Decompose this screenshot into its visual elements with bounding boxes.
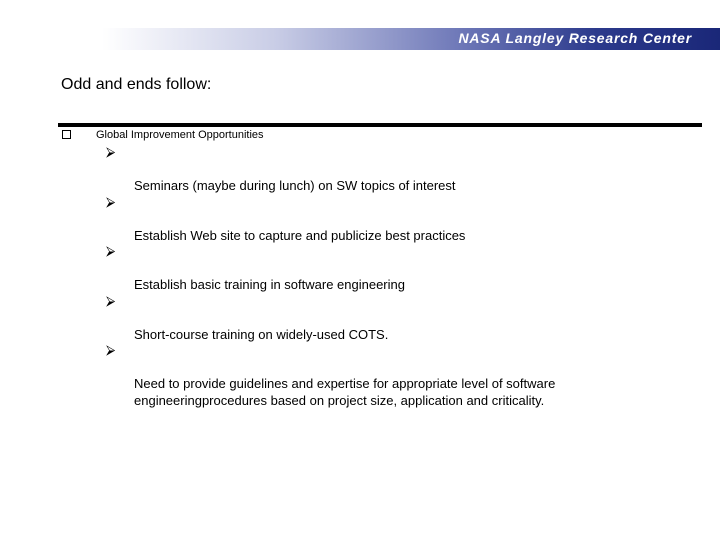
sub-bullet-text: Short-course training on widely-used COTS. xyxy=(134,326,389,342)
arrow-bullet-icon: ⮚ xyxy=(106,244,116,259)
sub-bullet-item xyxy=(106,195,686,245)
sub-bullet-text: Need to provide guidelines and expertise for appropriate level of software engineeringprocedures based on project size, application and criticality. xyxy=(134,376,556,408)
sub-bullet-list xyxy=(106,145,686,409)
sub-bullet-text: Establish Web site to capture and publicize best practices xyxy=(134,227,466,243)
sub-bullet-item xyxy=(106,244,686,294)
arrow-bullet-icon: ⮚ xyxy=(106,194,116,210)
arrow-bullet-icon: ⮚ xyxy=(106,293,116,309)
sub-bullet-item xyxy=(106,343,686,409)
arrow-bullet-icon: ⮚ xyxy=(106,343,116,358)
header-banner xyxy=(102,28,720,50)
arrow-bullet-icon: ⮚ xyxy=(106,145,116,160)
main-bullet-heading: Global Improvement Opportunities xyxy=(96,129,264,141)
title-divider xyxy=(58,123,702,127)
square-bullet-icon xyxy=(62,130,71,139)
slide-title: Odd and ends follow: xyxy=(61,76,212,93)
sub-bullet-item xyxy=(106,145,686,195)
sub-bullet-text: Seminars (maybe during lunch) on SW topics of interest xyxy=(134,178,456,193)
header-banner-text: NASA Langley Research Center xyxy=(458,30,692,46)
sub-bullet-text: Establish basic training in software engineering xyxy=(134,277,405,292)
sub-bullet-item xyxy=(106,294,686,344)
